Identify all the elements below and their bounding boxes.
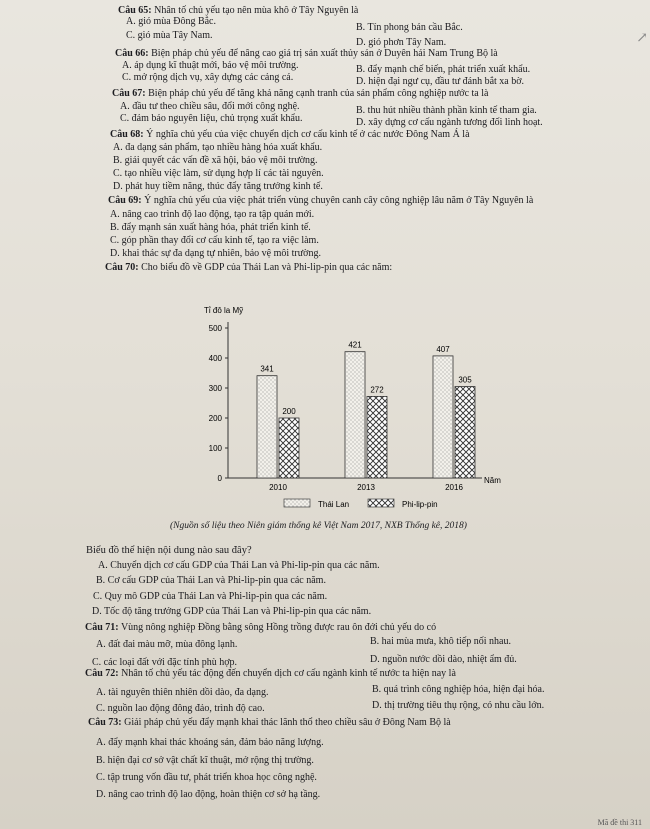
- question-66-stem: Câu 66: Biện pháp chủ yếu để nâng cao giá trị sản xuất thủy sản ở Duyên hải Nam Trung Bộ là: [115, 48, 498, 59]
- chart-y-axis-label: Tỉ đô la Mỹ: [204, 306, 244, 315]
- q66-option-a: A. áp dụng kĩ thuật mới, bảo vệ môi trường.: [122, 60, 299, 71]
- x-tick-label: 2016: [445, 483, 463, 492]
- chart-legend: [284, 499, 438, 509]
- question-68-stem: Câu 68: Ý nghĩa chủ yếu của việc chuyển dịch cơ cấu kinh tế ở các nước Đông Nam Á là: [110, 129, 470, 140]
- q65-option-b: B. Tín phong bán cầu Bắc.: [356, 22, 463, 33]
- q66-option-c: C. mở rộng dịch vụ, xây dựng các cảng cá.: [122, 72, 294, 83]
- y-tick-label: 0: [217, 474, 222, 483]
- exam-code-footer: Mã đề thi 311: [597, 818, 642, 827]
- y-tick-label: 100: [208, 444, 222, 453]
- q72-option-c: C. nguồn lao động đông đảo, trình độ cao.: [96, 703, 265, 714]
- q73-option-a: A. đẩy mạnh khai thác khoáng sản, đảm bảo năng lượng.: [96, 737, 324, 748]
- data-label-thailand-2010: 341: [260, 364, 274, 374]
- y-tick-label: 300: [208, 384, 222, 393]
- q73-option-b: B. hiện đại cơ sở vật chất kĩ thuật, mở rộng thị trường.: [96, 755, 314, 766]
- q67-option-c: C. đảm bảo nguyên liệu, chủ trọng xuất khẩu.: [120, 113, 303, 124]
- q68-option-c: C. tạo nhiều việc làm, sử dụng hợp lí các tài nguyên.: [113, 168, 324, 179]
- q71-option-c: C. các loại đất với đặc tính phù hợp.: [92, 657, 237, 668]
- q70-option-c: C. Quy mô GDP của Thái Lan và Phi-lip-pin qua các năm.: [93, 591, 328, 602]
- page-edge-mark: ↗: [636, 31, 648, 46]
- q71-option-d: D. nguồn nước dồi dào, nhiệt ẩm đủ.: [370, 654, 517, 665]
- bar-philippines-2010: [279, 418, 299, 478]
- x-tick-label: 2010: [269, 483, 287, 492]
- question-69-stem: Câu 69: Ý nghĩa chủ yếu của việc phát triển vùng chuyên canh cây công nghiệp lâu năm ở Tây Nguyên là: [108, 195, 534, 206]
- data-label-philippines-2013: 272: [370, 385, 384, 395]
- y-tick-label: 200: [208, 414, 222, 423]
- y-tick-label: 400: [208, 354, 222, 363]
- chart-x-axis-label: Năm: [484, 476, 501, 485]
- legend-swatch-thailand: [284, 499, 310, 507]
- legend-label-thailand: Thái Lan: [318, 500, 350, 509]
- data-label-thailand-2013: 421: [348, 340, 362, 350]
- q69-option-a: A. nâng cao trình độ lao động, tạo ra tập quán mới.: [110, 209, 315, 220]
- question-71-stem: Câu 71: Vùng nông nghiệp Đồng bằng sông Hồng trồng được rau ôn đới chủ yếu do có: [85, 622, 437, 633]
- chart-source-note: (Nguồn số liệu theo Niên giám thống kê Việt Nam 2017, NXB Thống kê, 2018): [170, 521, 467, 531]
- bar-philippines-2013: [367, 396, 387, 478]
- legend-swatch-philippines: [368, 499, 394, 507]
- x-tick-label: 2013: [357, 483, 375, 492]
- q72-option-d: D. thị trường tiêu thụ rộng, có nhu cầu lớn.: [372, 700, 545, 711]
- bar-thailand-2010: [257, 376, 277, 478]
- q65-option-a: A. gió mùa Đông Bắc.: [126, 16, 216, 27]
- q73-option-c: C. tập trung vốn đầu tư, phát triển khoa học công nghệ.: [96, 772, 317, 783]
- q70-option-d: D. Tốc độ tăng trưởng GDP của Thái Lan và Phi-lip-pin qua các năm.: [92, 606, 372, 617]
- q66-option-b: B. đẩy mạnh chế biến, phát triển xuất khẩu.: [356, 64, 531, 75]
- question-67-stem: Câu 67: Biện pháp chủ yếu để tăng khả năng cạnh tranh của sản phẩm công nghiệp nước ta là: [112, 88, 489, 99]
- data-label-philippines-2010: 200: [282, 407, 296, 416]
- question-73-stem: Câu 73: Giải pháp chủ yếu đẩy mạnh khai thác lãnh thổ theo chiều sâu ở Đông Nam Bộ là: [88, 717, 451, 728]
- q71-option-b: B. hai mùa mưa, khô tiếp nối nhau.: [370, 636, 511, 647]
- q68-option-a: A. đa dạng sản phẩm, tạo nhiều hàng hóa xuất khẩu.: [113, 142, 323, 153]
- q67-option-a: A. đầu tư theo chiều sâu, đổi mới công nghệ.: [120, 101, 300, 112]
- q66-option-d: D. hiện đại ngư cụ, đầu tư đánh bắt xa bờ.: [356, 76, 525, 87]
- y-tick-label: 500: [208, 324, 222, 333]
- legend-label-philippines: Phi-lip-pin: [402, 500, 438, 509]
- bar-thailand-2016: [433, 356, 453, 478]
- q69-option-d: D. khai thác sự đa dạng tự nhiên, bảo vệ môi trường.: [110, 248, 321, 259]
- q67-option-b: B. thu hút nhiều thành phần kinh tế tham gia.: [356, 105, 537, 116]
- question-72-stem: Câu 72: Nhân tố chủ yếu tác động đến chuyển dịch cơ cấu ngành kinh tế nước ta hiện nay là: [85, 668, 456, 679]
- q70-prompt: Biểu đồ thể hiện nội dung nào sau đây?: [86, 545, 252, 556]
- q65-option-c: C. gió mùa Tây Nam.: [126, 30, 213, 41]
- q71-option-a: A. đất đai màu mỡ, mùa đông lạnh.: [96, 639, 238, 650]
- gdp-bar-chart: [190, 275, 520, 517]
- q72-option-b: B. quá trình công nghiệp hóa, hiện đại hóa.: [372, 684, 545, 695]
- q69-option-b: B. đẩy mạnh sản xuất hàng hóa, phát triển kinh tế.: [110, 222, 311, 233]
- q73-option-d: D. nâng cao trình độ lao động, hoàn thiện cơ sở hạ tầng.: [96, 789, 321, 800]
- q67-option-d: D. xây dựng cơ cấu ngành tương đối linh hoạt.: [356, 117, 543, 128]
- q70-option-b: B. Cơ cấu GDP của Thái Lan và Phi-lip-pin qua các năm.: [96, 575, 326, 586]
- bar-thailand-2013: [345, 352, 365, 478]
- q68-option-d: D. phát huy tiềm năng, thúc đẩy tăng trưởng kinh tế.: [113, 181, 323, 192]
- q69-option-c: C. góp phần thay đổi cơ cấu kinh tế, tạo ra việc làm.: [110, 235, 319, 246]
- question-70-stem: Câu 70: Cho biểu đồ về GDP của Thái Lan và Phi-lip-pin qua các năm:: [105, 262, 393, 273]
- q65-option-d: D. gió phơn Tây Nam.: [356, 37, 447, 48]
- q72-option-a: A. tài nguyên thiên nhiên dồi dào, đa dạng.: [96, 687, 269, 698]
- question-65-stem: Câu 65: Nhân tố chủ yếu tạo nên mùa khô ở Tây Nguyên là: [118, 5, 359, 16]
- data-label-thailand-2016: 407: [436, 344, 450, 354]
- bar-philippines-2016: [455, 387, 475, 479]
- q68-option-b: B. giải quyết các vấn đề xã hội, bảo vệ môi trường.: [113, 155, 318, 166]
- q70-option-a: A. Chuyển dịch cơ cấu GDP của Thái Lan và Phi-lip-pin qua các năm.: [98, 560, 380, 571]
- data-label-philippines-2016: 305: [458, 375, 472, 385]
